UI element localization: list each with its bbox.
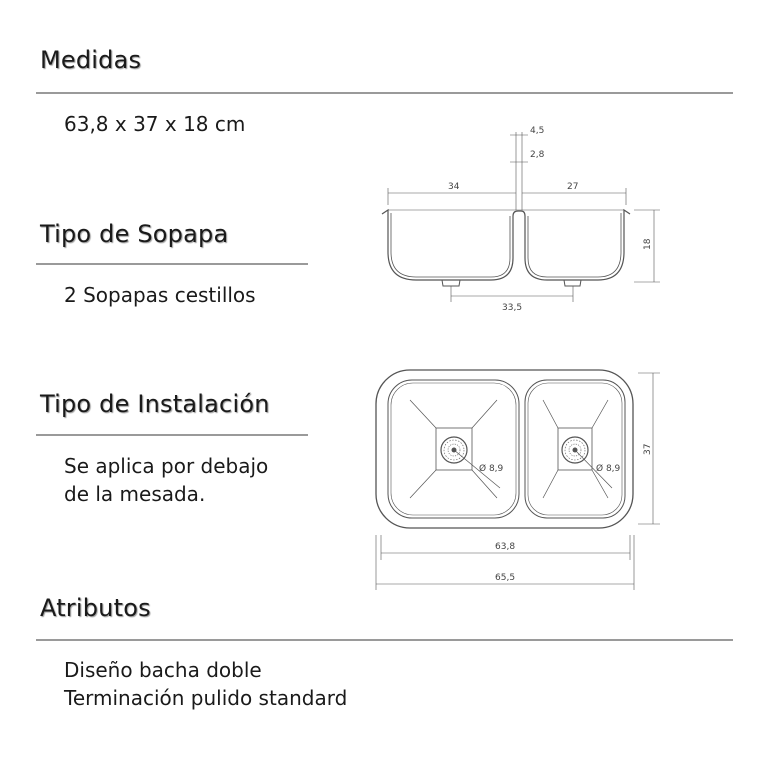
sopapa-title: Tipo de Sopapa [40, 220, 229, 248]
top-view-drawing [376, 370, 660, 590]
side-view-labels [448, 126, 653, 313]
sink-profile [382, 210, 630, 286]
medidas-title: Medidas [40, 46, 142, 74]
outer-rim [376, 370, 633, 528]
dim-34 [388, 132, 516, 210]
dim-rim [510, 135, 528, 162]
label-27: 27 [567, 182, 579, 192]
label-63-8: 63,8 [495, 542, 516, 552]
drain-right-icon [562, 437, 612, 488]
label-33-5: 33,5 [502, 303, 523, 313]
label-2-8: 2,8 [530, 150, 545, 160]
dim-33-5 [451, 286, 573, 302]
label-34: 34 [448, 182, 460, 192]
label-18: 18 [643, 238, 653, 250]
atributos-line-1: Diseño bacha doble [64, 658, 262, 682]
instalacion-line-1: Se aplica por debajo [64, 454, 269, 478]
atributos-line-2: Terminación pulido standard [64, 686, 348, 710]
atributos-title: Atributos [40, 594, 151, 622]
label-65-5: 65,5 [495, 573, 516, 583]
label-drain-left: Ø 8,9 [479, 464, 504, 474]
drain-left-icon [441, 437, 500, 488]
dim-27 [522, 132, 626, 210]
instalacion-line-2: de la mesada. [64, 482, 206, 506]
label-drain-right: Ø 8,9 [596, 464, 621, 474]
instalacion-title: Tipo de Instalación [40, 390, 270, 418]
side-view-drawing [382, 132, 660, 302]
medidas-value: 63,8 x 37 x 18 cm [64, 112, 246, 136]
label-4-5: 4,5 [530, 126, 545, 136]
sopapa-value: 2 Sopapas cestillos [64, 283, 256, 307]
label-37: 37 [643, 443, 653, 455]
